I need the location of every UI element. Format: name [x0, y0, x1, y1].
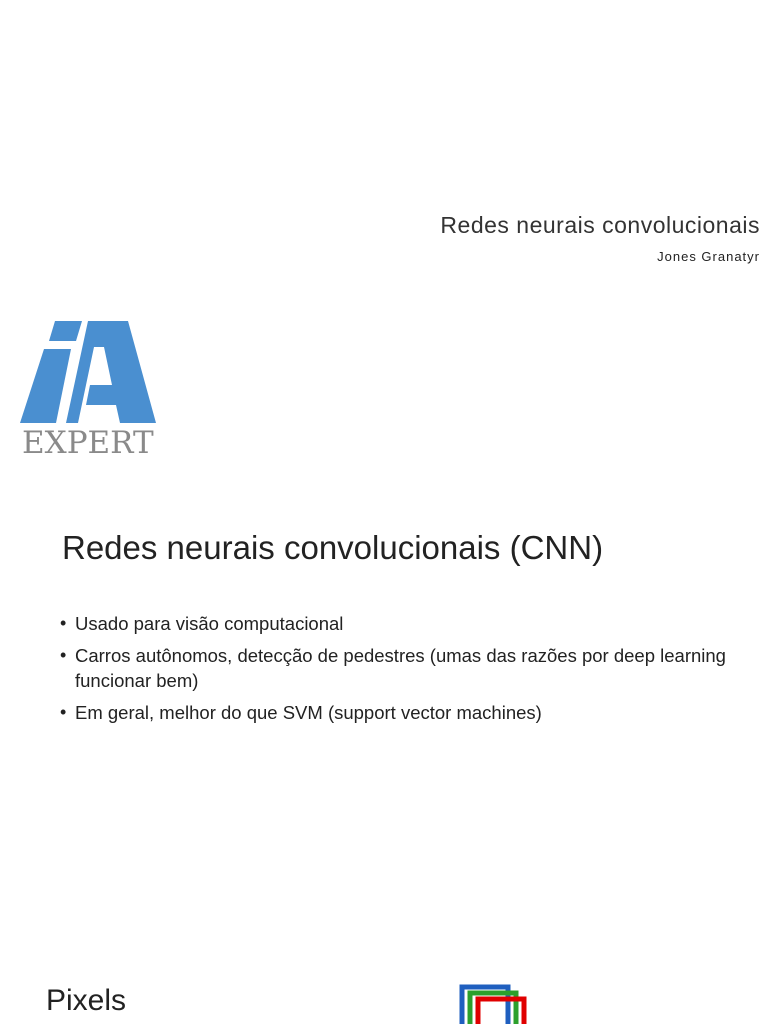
rgb-channels-icon: [458, 983, 530, 1024]
bullet-icon: •: [60, 702, 67, 722]
pixels-slide: [0, 980, 768, 1024]
bullet-text: Em geral, melhor do que SVM (support vector machines): [75, 702, 542, 723]
cnn-slide: [0, 505, 768, 980]
author-name: Jones Granatyr: [657, 249, 760, 264]
presentation-title: Redes neurais convolucionais: [440, 212, 760, 238]
list-item: [60, 700, 750, 725]
title-slide: [0, 0, 768, 505]
logo-wordmark: EXPERT: [22, 425, 154, 461]
bullet-text: Usado para visão computacional: [75, 613, 344, 634]
ia-expert-logo: [20, 319, 160, 464]
bullet-icon: •: [60, 645, 67, 665]
list-item: [60, 611, 750, 636]
bullet-icon: •: [60, 613, 67, 633]
bullet-list: [60, 611, 750, 732]
bullet-text: Carros autônomos, detecção de pedestres (umas das razões por deep learning funcionar bem): [75, 645, 726, 691]
ia-logo-mark-icon: [20, 319, 160, 425]
slide-title: Pixels: [46, 984, 127, 1017]
list-item: [60, 643, 750, 693]
slide-title: Redes neurais convolucionais (CNN): [62, 529, 604, 566]
